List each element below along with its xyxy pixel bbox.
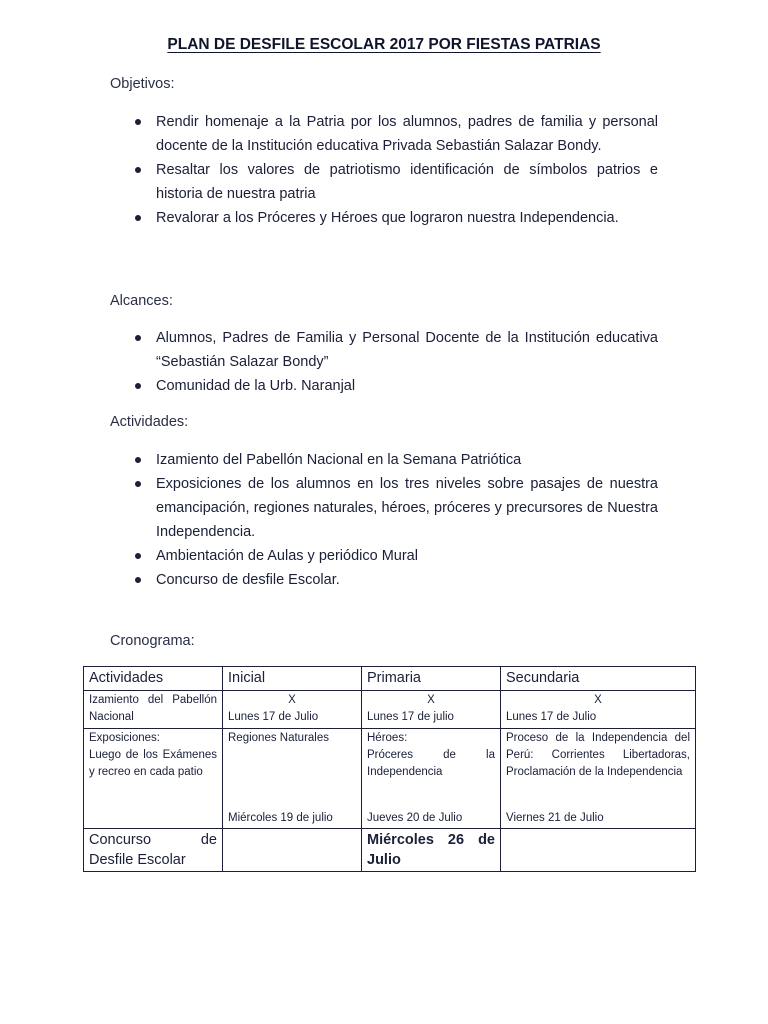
list-item: Concurso de desfile Escolar. xyxy=(130,568,658,592)
date-text: Viernes 21 de Julio xyxy=(506,812,604,824)
table-cell: Regiones Naturales Miércoles 19 de julio xyxy=(223,729,362,829)
actividades-heading: Actividades: xyxy=(110,414,189,430)
alcances-list xyxy=(130,326,658,398)
bullet-icon xyxy=(135,119,141,125)
date-text: Jueves 20 de Julio xyxy=(367,812,463,824)
header-cell-inicial: Inicial xyxy=(223,667,362,691)
table-cell: Proceso de la Independencia del Perú: Corrientes Libertadoras, Proclamación de la Independencia Viernes 21 de Julio xyxy=(501,729,696,829)
table-cell xyxy=(501,829,696,872)
bullet-icon xyxy=(135,577,141,583)
date-text: Lunes 17 de Julio xyxy=(506,711,597,723)
table-cell: Miércoles 26 de Julio xyxy=(362,829,501,872)
objetivos-heading: Objetivos: xyxy=(110,76,175,92)
bullet-icon xyxy=(135,457,141,463)
header-cell-primaria: Primaria xyxy=(362,667,501,691)
list-item: Ambientación de Aulas y periódico Mural xyxy=(130,544,658,568)
date-text: Miércoles 19 de julio xyxy=(228,812,333,824)
bullet-icon xyxy=(135,167,141,173)
cronograma-heading: Cronograma: xyxy=(110,633,195,649)
list-item: Alumnos, Padres de Familia y Personal Docente de la Institución educativa “Sebastián Salazar Bondy” xyxy=(130,326,658,374)
table-cell: Héroes: Próceres de la Independencia Jueves 20 de Julio xyxy=(362,729,501,829)
date-text: Lunes 17 de Julio xyxy=(228,711,319,723)
bullet-icon xyxy=(135,553,141,559)
check-mark: X xyxy=(288,694,296,706)
list-item: Comunidad de la Urb. Naranjal xyxy=(130,374,658,398)
document-title: PLAN DE DESFILE ESCOLAR 2017 POR FIESTAS PATRIAS xyxy=(167,36,601,53)
actividades-list xyxy=(130,448,658,592)
bullet-icon xyxy=(135,383,141,389)
cronograma-table xyxy=(83,666,696,872)
list-item: Resaltar los valores de patriotismo identificación de símbolos patrios e historia de nuestra patria xyxy=(130,158,658,206)
objetivos-list xyxy=(130,110,658,230)
list-item: Izamiento del Pabellón Nacional en la Semana Patriótica xyxy=(130,448,658,472)
list-item: Exposiciones de los alumnos en los tres niveles sobre pasajes de nuestra emancipación, regiones naturales, héroes, próceres y precursores de Nuestra Independencia. xyxy=(130,472,658,544)
bullet-icon xyxy=(135,215,141,221)
list-item: Revalorar a los Próceres y Héroes que lograron nuestra Independencia. xyxy=(130,206,658,230)
header-cell-actividades: Actividades xyxy=(84,667,223,691)
list-item: Rendir homenaje a la Patria por los alumnos, padres de familia y personal docente de la Institución educativa Privada Sebastián Salazar Bondy. xyxy=(130,110,658,158)
table-cell: Izamiento del Pabellón Nacional xyxy=(84,691,223,729)
table-cell xyxy=(223,829,362,872)
table-row xyxy=(84,691,696,729)
date-text: Lunes 17 de julio xyxy=(367,711,454,723)
table-row xyxy=(84,829,696,872)
table-row xyxy=(84,729,696,829)
bullet-icon xyxy=(135,481,141,487)
bullet-icon xyxy=(135,335,141,341)
table-cell xyxy=(362,691,501,729)
check-mark: X xyxy=(594,694,602,706)
table-cell: Concurso de Desfile Escolar xyxy=(84,829,223,872)
table-cell xyxy=(223,691,362,729)
check-mark: X xyxy=(427,694,435,706)
header-cell-secundaria: Secundaria xyxy=(501,667,696,691)
table-cell: Exposiciones: Luego de los Exámenes y recreo en cada patio xyxy=(84,729,223,829)
table-header-row xyxy=(84,667,696,691)
table-cell xyxy=(501,691,696,729)
alcances-heading: Alcances: xyxy=(110,293,173,309)
